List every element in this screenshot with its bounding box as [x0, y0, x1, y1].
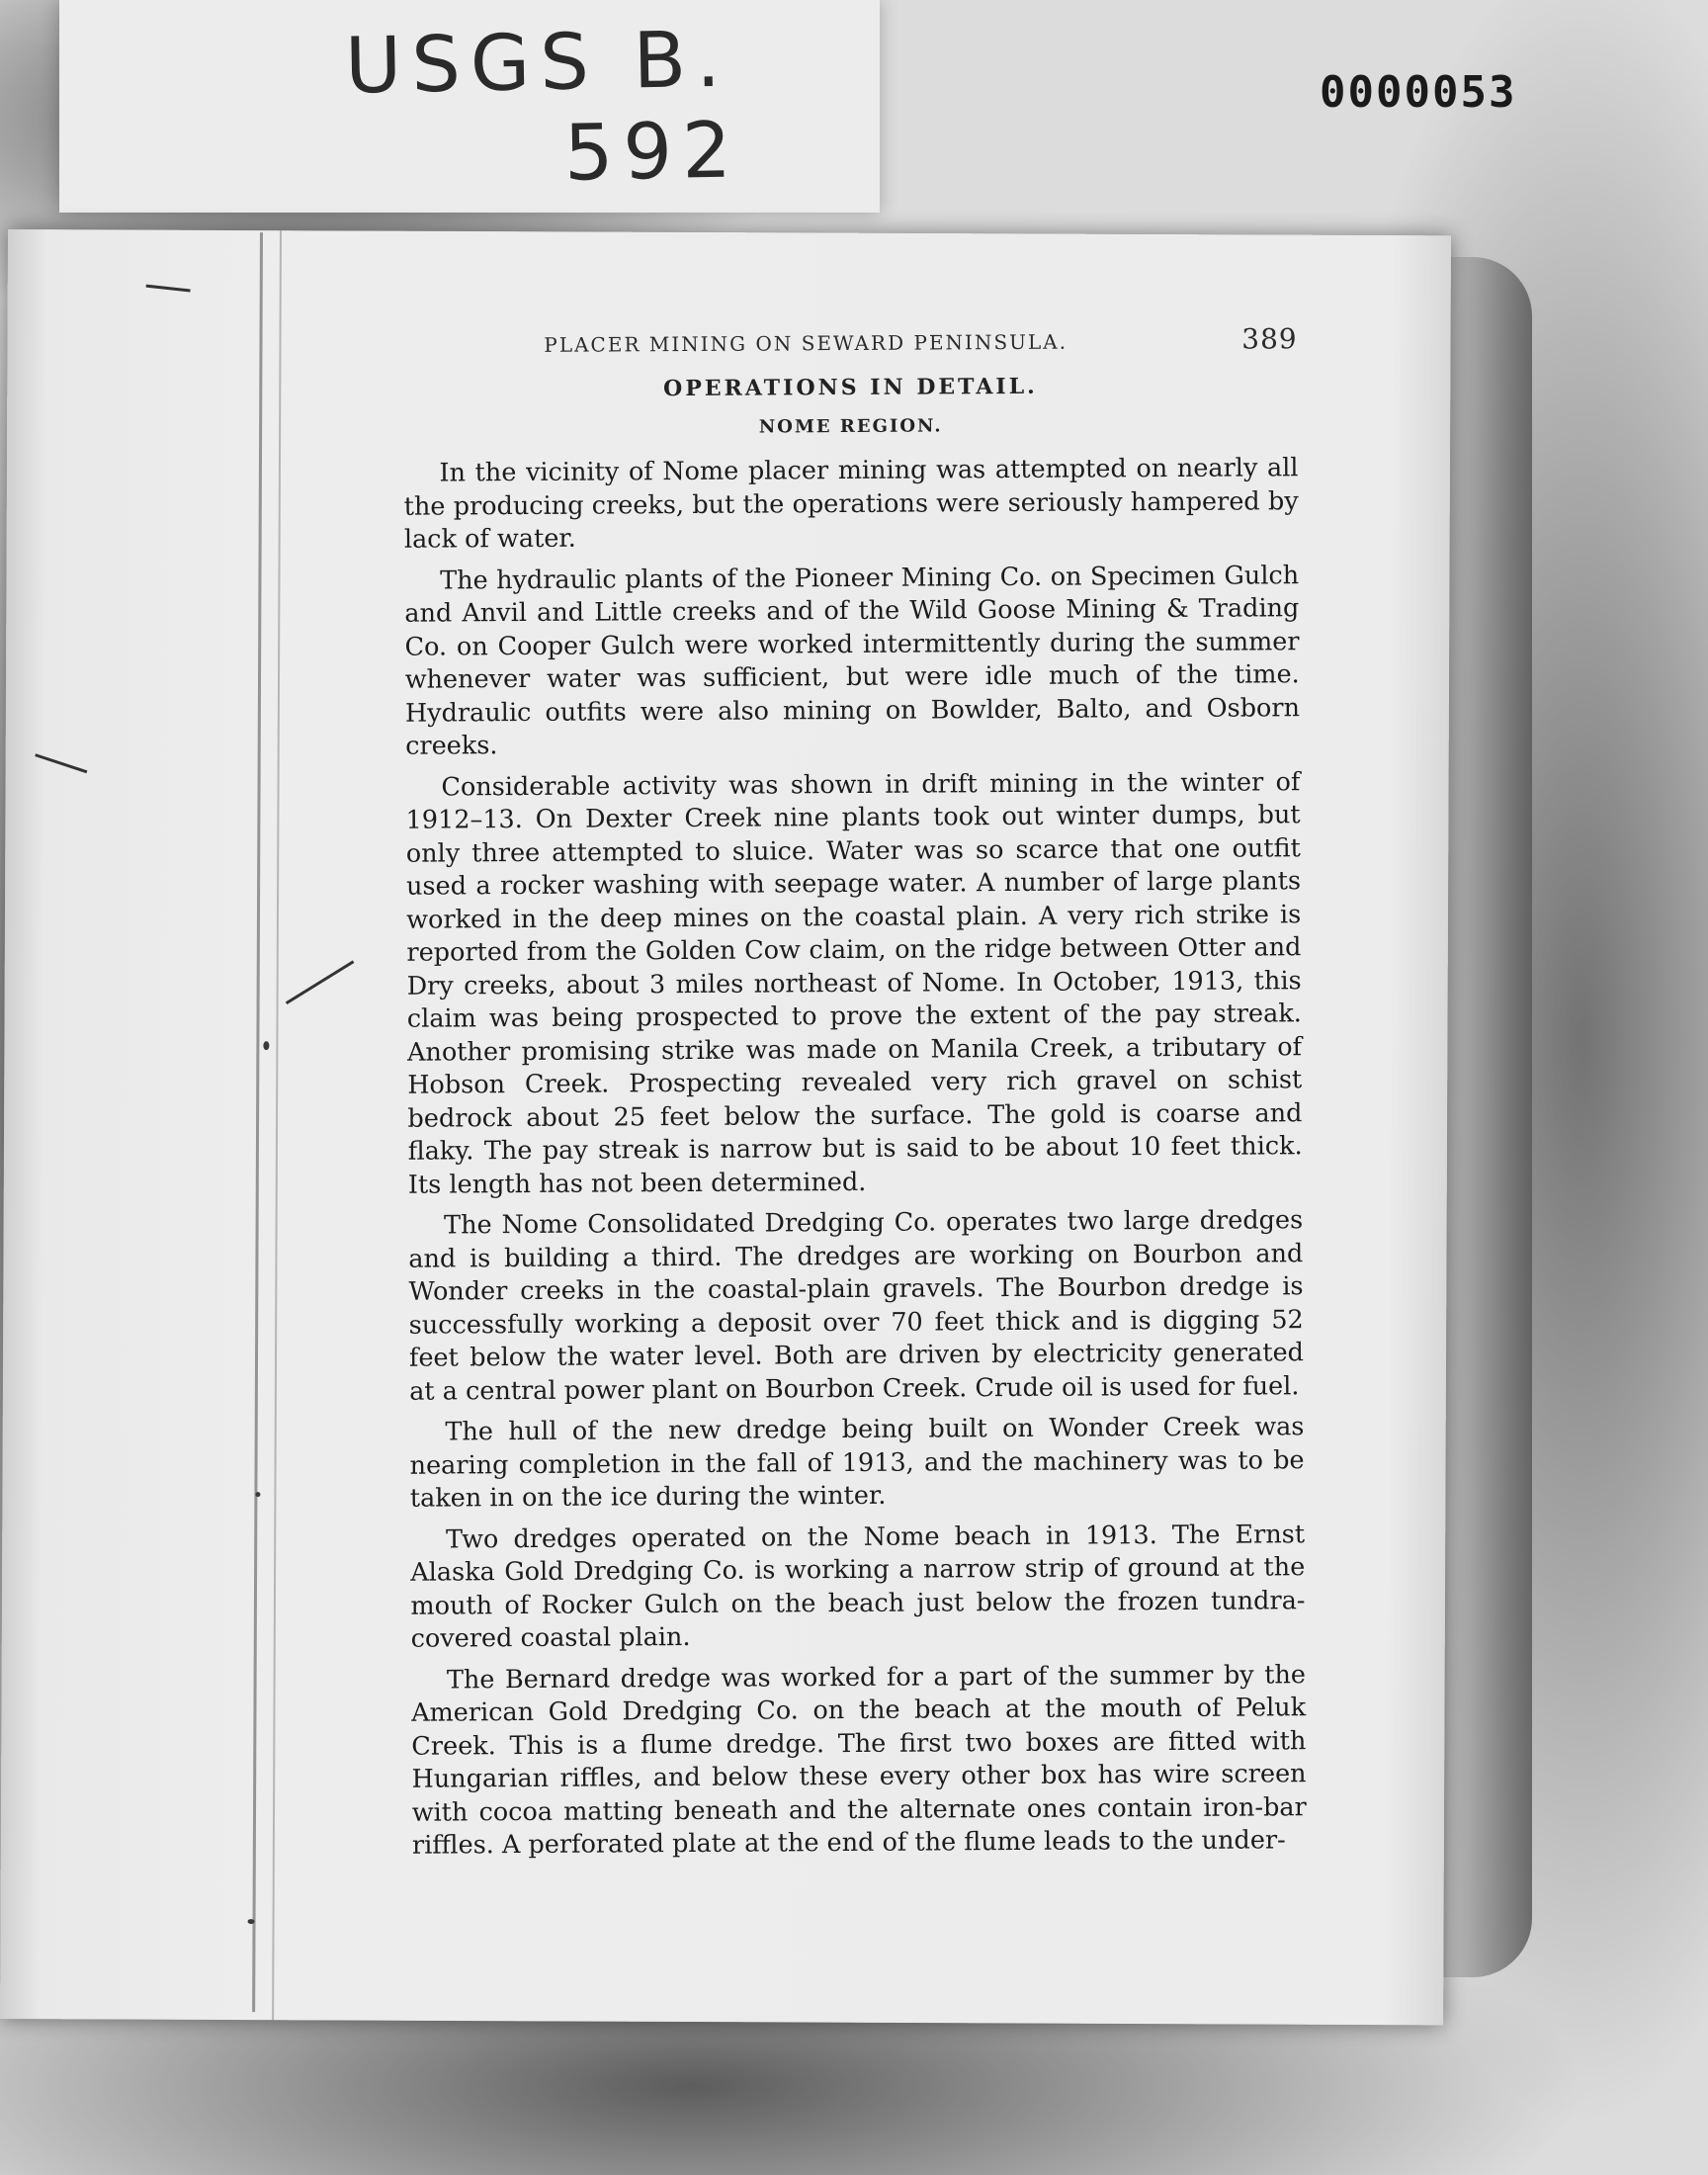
- page-gutter: [272, 230, 282, 2020]
- margin-mark: [286, 960, 355, 1004]
- book-page: [0, 229, 1451, 2025]
- page-text: [403, 320, 1308, 1870]
- paragraph: Two dredges operated on the Nome beach in 1913. The Ernst Alaska Gold Dredging Co. is working a narrow strip of ground at the mouth of Rocker Gulch on the beach just below the frozen tundra-covered coastal plain.: [410, 1519, 1306, 1654]
- subsection-title: NOME REGION.: [758, 415, 943, 438]
- paragraph: The hydraulic plants of the Pioneer Mining Co. on Specimen Gulch and Anvil and Little creeks and of the Wild Goose Mining & Trading Co. on Cooper Gulch were worked intermittently during the summer whenever water was sufficient, but were idle much of the time. Hydraulic outfits were also mining on Bowlder, Balto, and Osborn creeks.: [404, 560, 1301, 761]
- handwritten-note: [344, 15, 741, 204]
- paragraph: The Nome Consolidated Dredging Co. operates two large dredges and is building a third. The dredges are working on Bourbon and Wonder creeks in the coastal-plain gravels. The Bourbon dredge is successfully working a deposit over 70 feet thick and is digging 52 feet below the water level. Both are driven by electricity generated at a central power plant on Bourbon Creek. Crude oil is used for fuel.: [408, 1205, 1305, 1407]
- margin-mark: [35, 753, 87, 773]
- paragraph: The Bernard dredge was worked for a part of the summer by the American Gold Dredging Co. on the beach at the mouth of Peluk Creek. This is a flume dredge. The first two boxes are fitted with Hungarian riffles, and below these every other box has wire screen with cocoa matting beneath and the alternate ones contain iron-bar riffles. A perforated plate at the end of the flume leads to the under-: [411, 1659, 1307, 1861]
- paragraph: Considerable activity was shown in drift mining in the winter of 1912–13. On Dexter Creek nine plants took out winter dumps, but only three attempted to sluice. Water was so scarce that one outfit used a rocker washing with seepage water. A number of large plants worked in the deep mines on the coastal plain. A very rich strike is reported from the Golden Cow claim, on the ridge between Otter and Dry creeks, about 3 miles northeast of Nome. In October, 1913, this claim was being prospected to prove the extent of the pay streak. Another promising strike was made on Manila Creek, a tributary of Hobson Creek. Prospecting revealed very rich gravel on schist bedrock about 25 feet below the surface. The gold is coarse and flaky. The pay streak is narrow but is said to be about 10 feet thick. Its length has not been determined.: [405, 766, 1303, 1200]
- running-head-title: PLACER MINING ON SEWARD PENINSULA.: [544, 329, 1068, 357]
- document-number: 0000053: [1320, 67, 1517, 118]
- running-head: [403, 320, 1298, 374]
- margin-mark: [146, 285, 191, 293]
- margin-mark: [255, 1492, 260, 1497]
- margin-mark: [263, 1041, 269, 1050]
- page-fold-line: [252, 232, 263, 2012]
- handwritten-note-line-1: USGS B.: [344, 15, 731, 112]
- label-slip: [59, 0, 880, 213]
- handwritten-note-line-2: 592: [563, 106, 742, 199]
- page-number: 389: [1241, 322, 1298, 356]
- section-title: OPERATIONS IN DETAIL.: [663, 373, 1038, 402]
- paragraph: In the vicinity of Nome placer mining was attempted on nearly all the producing creeks, but the operations were seriously hampered by lack of water.: [403, 453, 1299, 555]
- paragraph: The hull of the new dredge being built on Wonder Creek was nearing completion in the fall of 1913, and the machinery was to be taken in on the ice during the winter.: [409, 1412, 1305, 1514]
- margin-mark: [248, 1919, 255, 1924]
